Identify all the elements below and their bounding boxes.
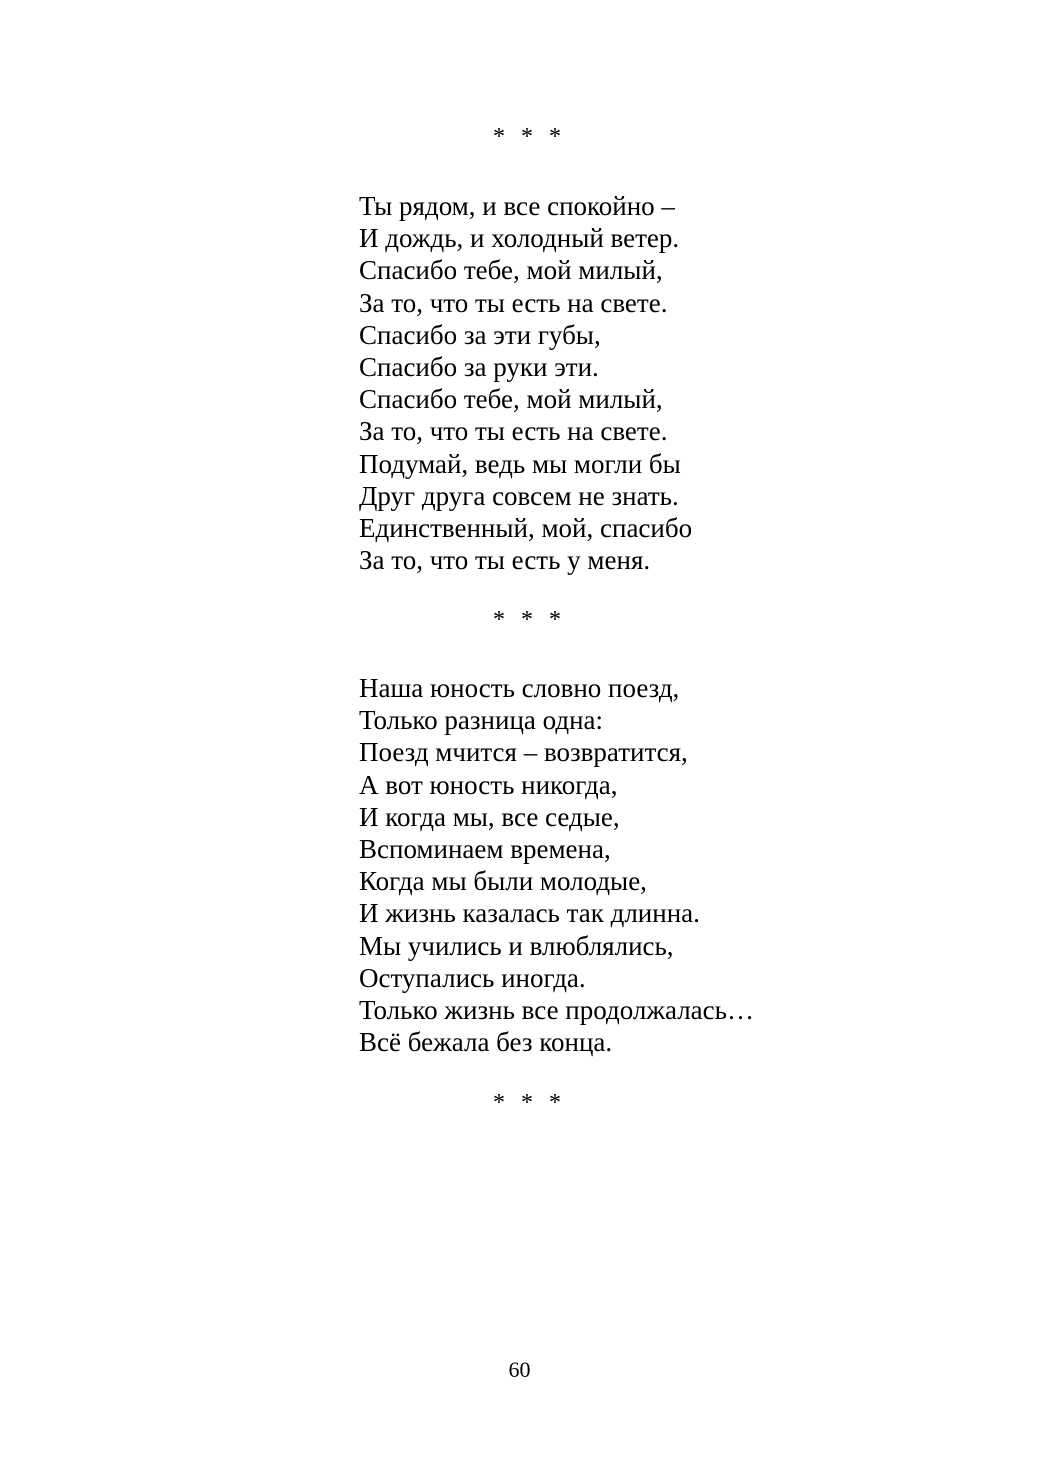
poem-line: Подумай, ведь мы могли бы [359,448,681,479]
poem-line: Спасибо тебе, мой милый, [359,384,663,415]
poem-line: Всё бежала без конца. [359,1027,613,1058]
poem-line: Друг друга совсем не знать. [359,480,679,511]
section-separator: * * * [493,1090,566,1116]
poem-line: Только разница одна: [359,705,604,736]
poem-line: За то, что ты есть у меня. [359,545,651,576]
poem-line: Спасибо за руки эти. [359,351,599,382]
poem-line: Мы учились и влюблялись, [359,930,674,961]
poem-line: И дождь, и холодный ветер. [359,223,680,254]
poem-line: Спасибо за эти губы, [359,319,601,350]
poem-line: Оступались иногда. [359,962,586,993]
poem-line: Наша юность словно поезд, [359,673,680,703]
poem-line: Единственный, мой, спасибо [359,512,693,543]
poem-line: А вот юность никогда, [359,769,618,800]
poem-line: Ты рядом, и все спокойно – [359,191,675,221]
poem-line: И когда мы, все седые, [359,801,620,832]
poem-line: Вспоминаем времена, [359,833,611,864]
section-separator: * * * [493,124,566,150]
section-separator: * * * [493,607,566,633]
poem-1 [359,190,692,576]
poem-line: Спасибо тебе, мой милый, [359,255,663,286]
poem-2 [359,672,754,1058]
poem-line: За то, что ты есть на свете. [359,416,668,447]
poem-line: Только жизнь все продолжалась… [359,994,754,1025]
poem-line: Поезд мчится – возвратится, [359,737,688,768]
poem-line: За то, что ты есть на свете. [359,287,668,318]
poem-line: Когда мы были молодые, [359,866,647,897]
poem-line: И жизнь казалась так длинна. [359,898,700,929]
page-number: 60 [508,1357,531,1382]
